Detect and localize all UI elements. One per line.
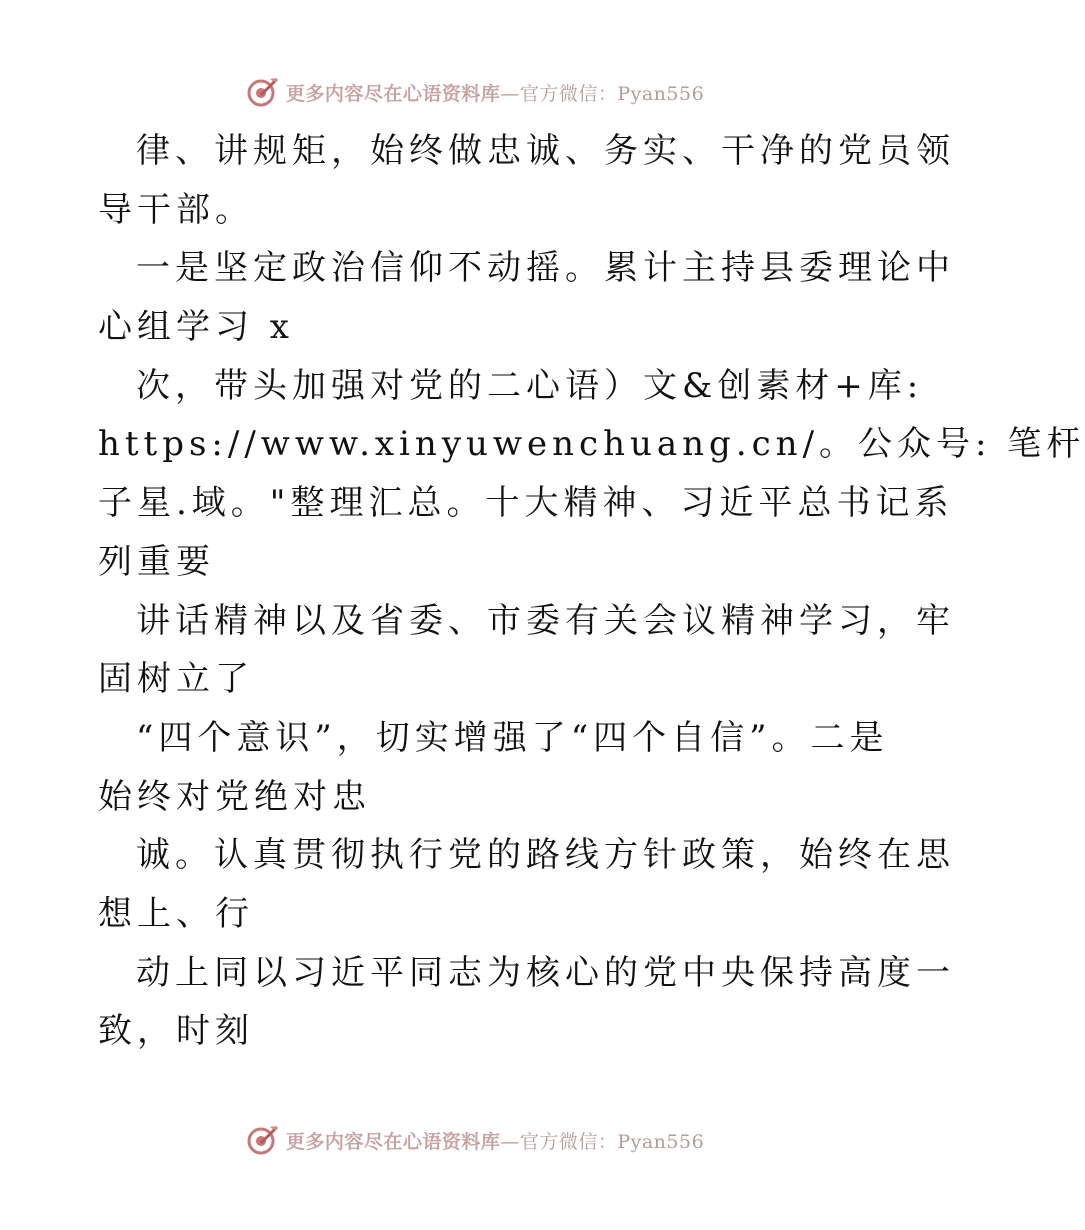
quill-pen-circle-icon	[246, 75, 280, 109]
header-wechat-text: —官方微信：Pyan556	[500, 82, 705, 105]
footer-site-text: 更多内容尽在心语资料库	[285, 1130, 501, 1153]
body-line: 心组学习 x	[98, 307, 294, 348]
body-line: 诚。认真贯彻执行党的路线方针政策，始终在思	[136, 835, 955, 876]
document-body	[98, 122, 1085, 1061]
footer-banner-text	[286, 1127, 704, 1154]
body-line: 讲话精神以及省委、市委有关会议精神学习，牢	[136, 600, 955, 641]
body-line: 动上同以习近平同志为核心的党中央保持高度一	[136, 952, 955, 993]
quill-pen-circle-icon	[246, 1123, 280, 1157]
body-line: 次，带头加强对党的二心语）文&创素材+库:	[136, 365, 924, 406]
header-site-text: 更多内容尽在心语资料库	[285, 82, 501, 105]
body-line: 列重要	[98, 541, 215, 582]
body-line: “四个意识”，切实增强了“四个自信”。二是	[136, 717, 889, 758]
body-line: 一是坚定政治信仰不动摇。累计主持县委理论中	[136, 248, 955, 289]
body-line: 固树立了	[98, 659, 254, 700]
body-line: https://www.xinyuwenchuang.cn/。公众号: 笔杆	[98, 424, 1085, 465]
footer-banner	[0, 1120, 950, 1160]
body-line: 想上、行	[98, 893, 254, 934]
body-line: 导干部。	[98, 189, 254, 230]
header-banner-text	[286, 79, 704, 106]
footer-wechat-text: —官方微信：Pyan556	[500, 1130, 705, 1153]
header-banner	[0, 72, 950, 112]
body-line: 律、讲规矩，始终做忠诚、务实、干净的党员领	[136, 131, 955, 171]
body-line: 子星.域。"整理汇总。十大精神、习近平总书记系	[98, 483, 954, 524]
body-line: 致，时刻	[98, 1011, 254, 1052]
body-line: 始终对党绝对忠	[98, 776, 371, 817]
